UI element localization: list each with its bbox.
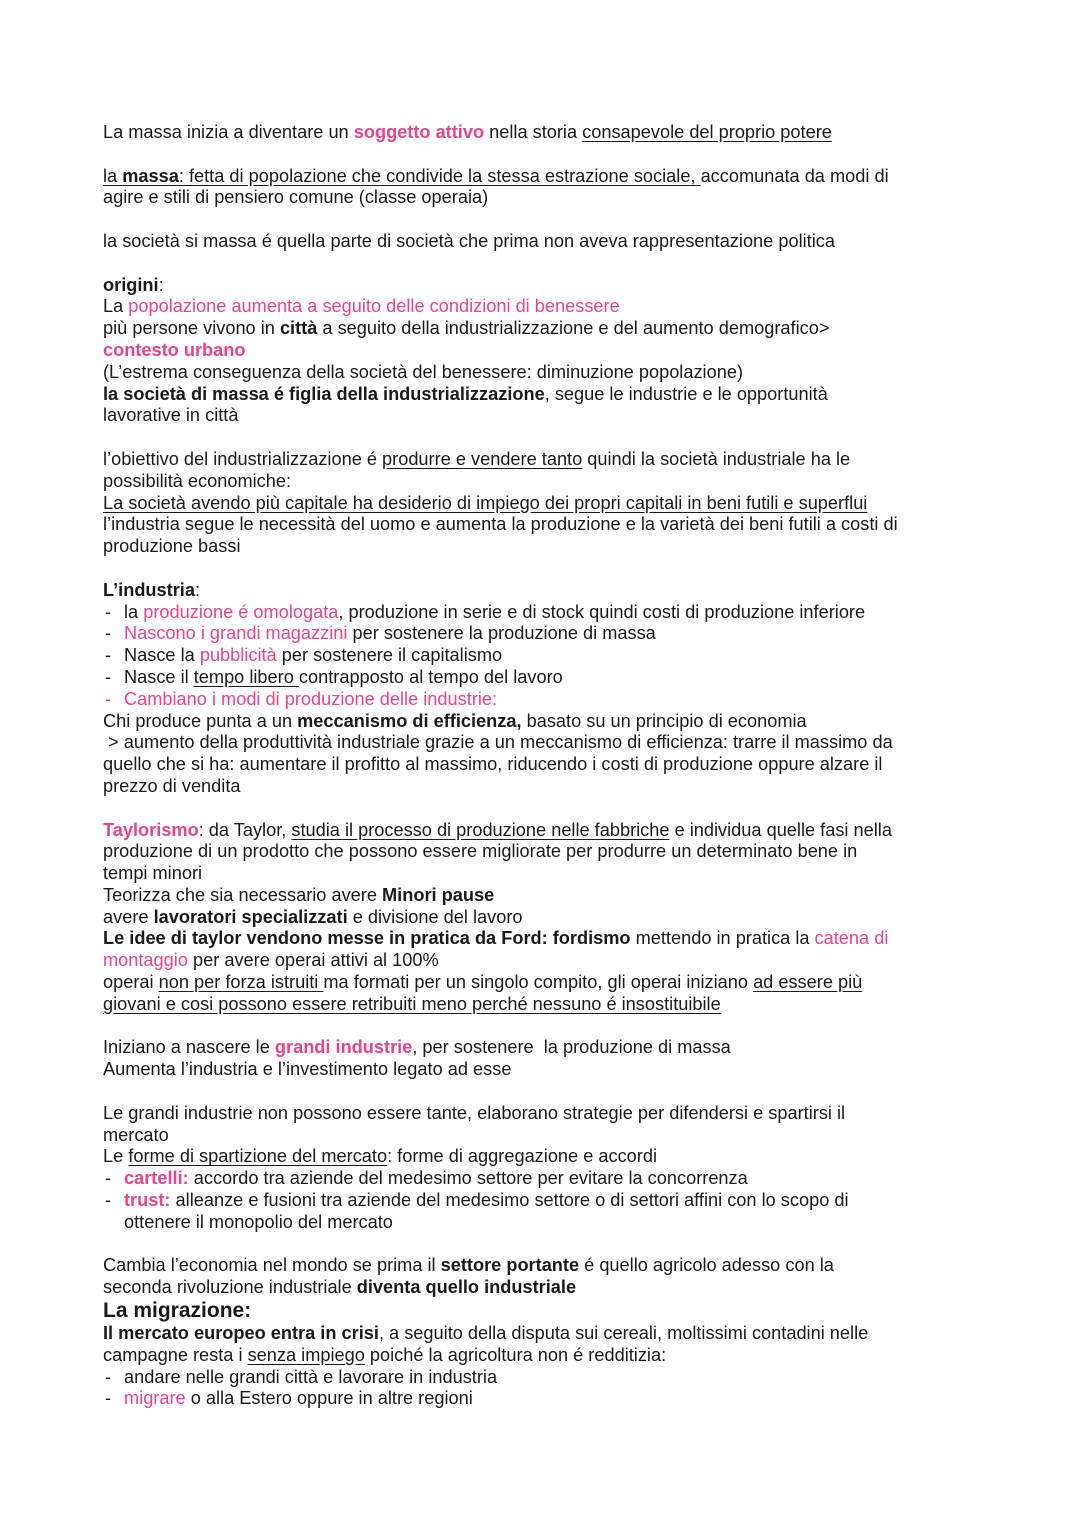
highlight: grandi industrie [274, 1037, 413, 1058]
section-taylorismo: Taylorismo: da Taylor, studia il processo di produzione nelle fabbriche e individua quelle fasi nella produzione di un prodotto che possono essere migliorate per produrre un determinato bene in tempi minori Teorizza che sia necessario avere Minori pause avere lavoratori specializzati e divisione del lavoro Le idee di taylor vendono messe in pratica da Ford: fordismo mettendo in pratica la catena di montaggio per avere operai attivi al 100% operai non per forza istruiti ma formati per un singolo compito, gli operai iniziano ad essere più giovani e cosi possono essere retribuiti meno perché nessuno é insostituibile [103, 819, 892, 1014]
highlight: popolazione aumenta a seguito delle condizioni di benessere [128, 296, 620, 317]
document-page [103, 122, 1003, 1410]
list-item: - la produzione é omologata, produzione in serie e di stock quindi costi di produzione inferiore [103, 602, 1003, 624]
list-item: - cartelli: accordo tra aziende del medesimo settore per evitare la concorrenza [103, 1168, 1003, 1190]
section-heading: origini [103, 274, 159, 295]
section-obiettivo: l’obiettivo del industrializzazione é produrre e vendere tanto quindi la società industriale ha le possibilità economiche: La società avendo più capitale ha desiderio di impiego dei propri capitali in beni futili e superflui l’industria segue le necessità del uomo e aumenta la produzione e la varietà dei beni futili a costi di produzione bassi [103, 449, 1003, 558]
list-item: - Nasce la pubblicità per sostenere il capitalismo [103, 645, 1003, 667]
list-item: - Nasce il tempo libero contrapposto al tempo del lavoro [103, 667, 1003, 689]
list-item: - migrare o alla Estero oppure in altre regioni [103, 1388, 1003, 1410]
underlined-definition: la massa: fetta di popolazione che condivide la stessa estrazione sociale, [103, 165, 701, 186]
list-item: - Cambiano i modi di produzione delle industrie: [103, 689, 1003, 711]
highlight: contesto urbano [103, 339, 246, 360]
text: nella storia [484, 122, 583, 142]
paragraph-massa-intro [103, 122, 1003, 144]
underlined-text: La società avendo più capitale ha desiderio di impiego dei propri capitali in beni futili e superflui [103, 492, 868, 513]
section-industria: L’industria: - la produzione é omologata, produzione in serie e di stock quindi costi di produzione inferiore - Nascono i grandi magazzini per sostenere la produzione di massa - Nasce la pubblicità per sostenere il capitalismo - Nasce il tempo libero contrapposto al tempo del lavoro - Cambiano i modi di produzione delle industrie: Chi produce punta a un meccanismo di efficienza, basato su un principio di economia > aumento della produttività industriale grazie a un meccanismo di efficienza: trarre il massimo da quello che si ha: aumentare il profitto al massimo, riducendo i costi di produzione oppure alzare il prezzo di vendita [103, 580, 1003, 798]
section-economia: Cambia l’economia nel mondo se prima il settore portante é quello agricolo adesso con la seconda rivoluzione industriale diventa quello industriale [103, 1255, 834, 1298]
section-heading: L’industria [103, 579, 195, 600]
highlight: Taylorismo [103, 819, 199, 840]
paragraph-massa-definition [103, 166, 1003, 210]
paragraph-societa: la società si massa é quella parte di società che prima non aveva rappresentazione politica [103, 230, 835, 251]
section-mercato: Le grandi industrie non possono essere tante, elaborano strategie per difendersi e spartirsi il mercato Le forme di spartizione del mercato: forme di aggregazione e accordi - cartelli: accordo tra aziende del medesimo settore per evitare la concorrenza - trust: alleanze e fusioni tra aziende del medesimo settore o di settori affini con lo scopo di ottenere il monopolio del mercato [103, 1103, 1003, 1234]
section-origini: origini: La popolazione aumenta a seguito delle condizioni di benessere più persone vivono in città a seguito della industrializzazione e del aumento demografico> contesto urbano (L’estrema conseguenza della società del benessere: diminuzione popolazione) la società di massa é figlia della industrializzazione, segue le industrie e le opportunità lavorative in città [103, 275, 1003, 428]
list-item: - Nascono i grandi magazzini per sostenere la produzione di massa [103, 623, 1003, 645]
text: agire e stili di pensiero comune (classe operaia) [103, 187, 489, 208]
section-migrazione: La migrazione: Il mercato europeo entra in crisi, a seguito della disputa sui cereali, moltissimi contadini nelle campagne resta i senza impiego poiché la agricoltura non é redditizia: - andare nelle grandi città e lavorare in industria - migrare o alla Estero oppure in altre regioni [103, 1299, 1003, 1410]
underlined-text: consapevole del proprio potere [582, 122, 832, 142]
list-item: - andare nelle grandi città e lavorare in industria [103, 1367, 1003, 1389]
highlight: soggetto attivo [353, 122, 485, 142]
section-heading: La migrazione: [103, 1299, 252, 1323]
text: accomunata da modi di [700, 165, 889, 186]
text: La massa inizia a diventare un [103, 122, 354, 142]
section-grandi-industrie: Iniziano a nascere le grandi industrie, per sostenere la produzione di massa Aumenta l’industria e l’investimento legato ad esse [103, 1037, 731, 1080]
list-item: - trust: alleanze e fusioni tra aziende del medesimo settore o di settori affini con lo scopo di [103, 1190, 1003, 1212]
